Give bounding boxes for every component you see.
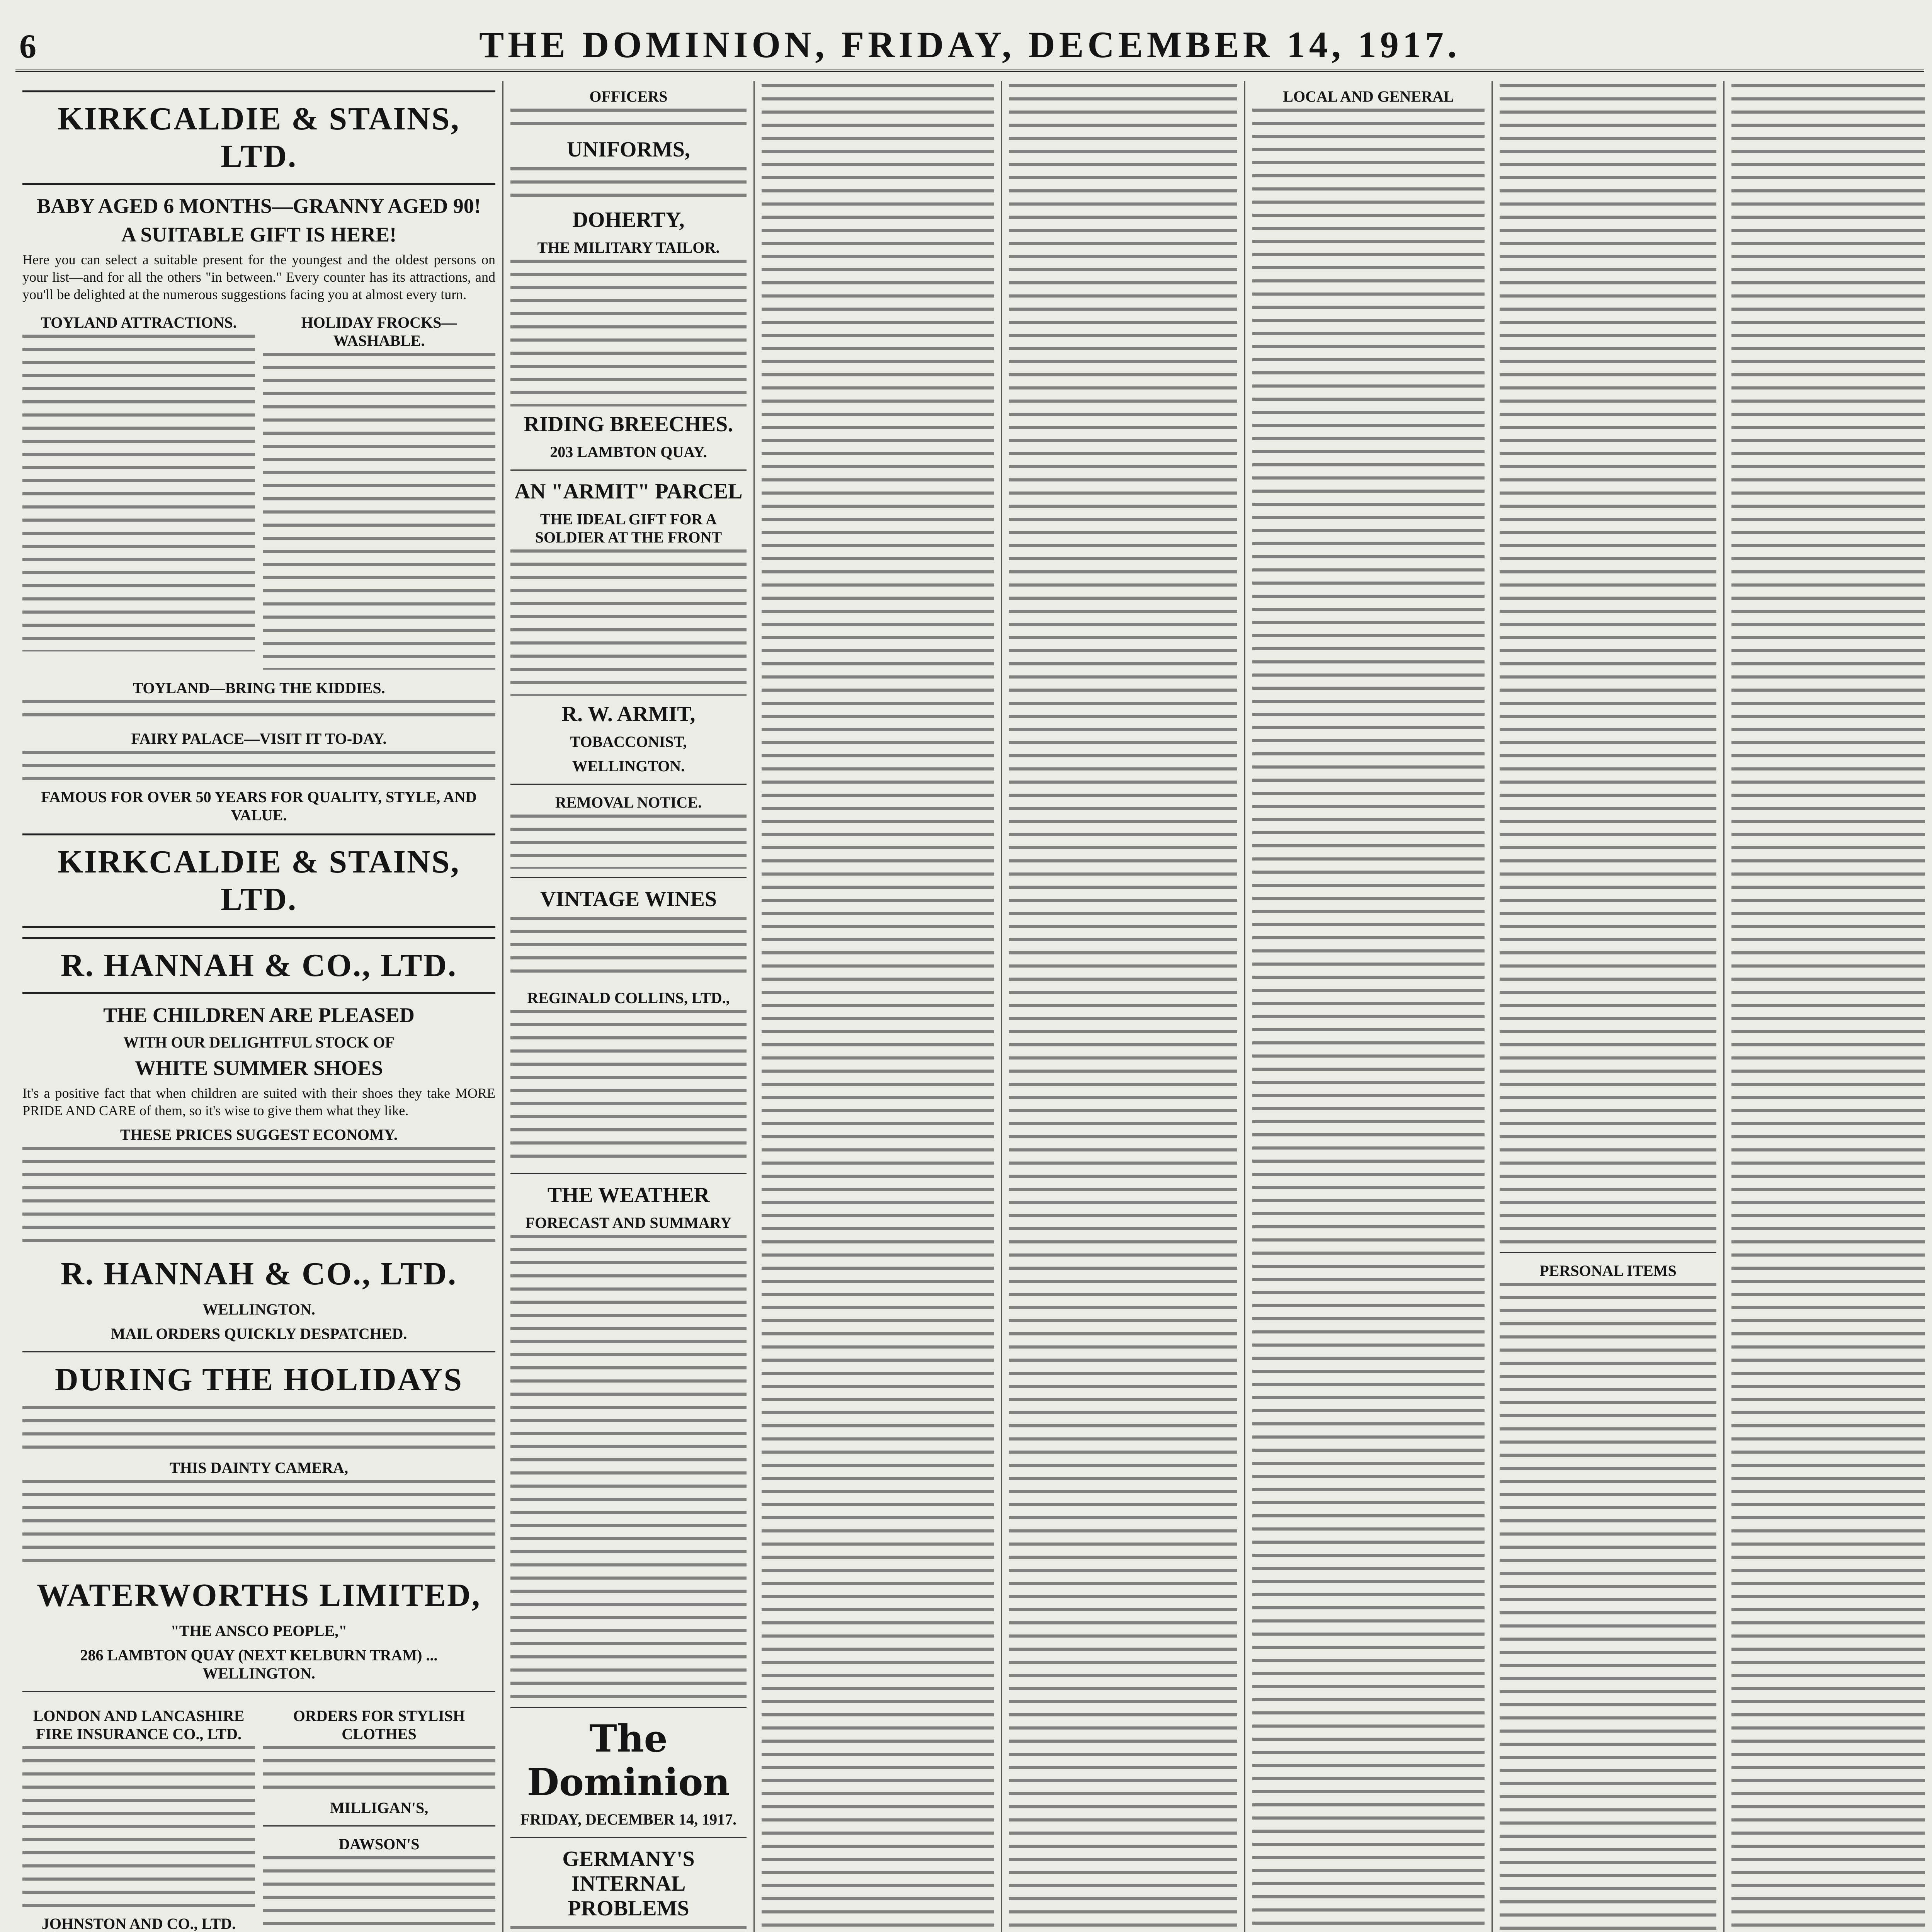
white-shoes: WHITE SUMMER SHOES — [134, 1056, 383, 1080]
removal-notice: REMOVAL NOTICE. — [555, 794, 702, 811]
removal-body — [510, 815, 747, 869]
forecast: FORECAST AND SUMMARY — [525, 1214, 732, 1231]
column-3 — [753, 81, 1001, 1932]
famous-line: FAMOUS FOR OVER 50 YEARS FOR QUALITY, STYLE, AND VALUE. — [41, 788, 477, 824]
clothes-body — [263, 1746, 495, 1793]
baby-subheadline: A SUITABLE GIFT IS HERE! — [121, 223, 397, 246]
ansco-people: "THE ANSCO PEOPLE," — [170, 1622, 347, 1639]
vintage-body — [510, 917, 747, 983]
vintage-wines: VINTAGE WINES — [540, 887, 717, 911]
officers: OFFICERS — [589, 88, 668, 105]
column-7-body — [1731, 84, 1925, 1932]
with-our: WITH OUR DELIGHTFUL STOCK OF — [123, 1034, 395, 1051]
weather-heading: THE WEATHER — [547, 1183, 710, 1207]
milligans: MILLIGAN'S, — [330, 1799, 429, 1816]
column-2 — [502, 81, 753, 1932]
column-4-body — [1009, 84, 1237, 1932]
kirkcaldie-footer: KIRKCALDIE & STAINS, LTD. — [58, 844, 460, 917]
masthead — [15, 23, 1924, 72]
doherty-address: 203 LAMBTON QUAY. — [550, 443, 707, 461]
hannah-footer: R. HANNAH & CO., LTD. — [61, 1256, 457, 1292]
riding-breeches: RIDING BREECHES. — [524, 412, 733, 436]
shoes-intro: It's a positive fact that when children are suited with their shoes they take MORE PRIDE AND CARE of them, so it's wise to give them what they like. — [22, 1085, 495, 1118]
uniforms-body — [510, 167, 747, 202]
orders-clothes: ORDERS FOR STYLISH CLOTHES — [293, 1707, 465, 1743]
holidays-body-1 — [22, 1406, 495, 1452]
germany-continued — [762, 84, 994, 1932]
newspaper-title: THE DOMINION, FRIDAY, DECEMBER 14, 1917. — [479, 24, 1461, 65]
officers-body — [510, 109, 747, 132]
armit-wellington: WELLINGTON. — [572, 757, 685, 775]
local-continued — [1500, 84, 1716, 1243]
dawsons-body — [263, 1856, 495, 1932]
armit-tobacconist: TOBACCONIST, — [570, 733, 687, 750]
armit-body — [510, 549, 747, 696]
doherty: DOHERTY, — [572, 208, 685, 232]
armit-parcel: AN "ARMIT" PARCEL — [514, 480, 743, 503]
waterworths-header: WATERWORTHS LIMITED, — [37, 1577, 481, 1613]
prices-heading: THESE PRICES SUGGEST ECONOMY. — [120, 1126, 398, 1143]
local-general: LOCAL AND GENERAL — [1283, 88, 1454, 105]
germany-body — [510, 1926, 747, 1932]
dawsons: DAWSON'S — [338, 1835, 420, 1853]
column-6 — [1492, 81, 1723, 1932]
dainty-camera: THIS DAINTY CAMERA, — [170, 1459, 348, 1476]
holidays-heading: DURING THE HOLIDAYS — [55, 1362, 463, 1398]
ideal-gift: THE IDEAL GIFT FOR A SOLDIER AT THE FRONT — [535, 510, 722, 546]
toyland-body — [22, 335, 255, 651]
advertisements-column — [15, 81, 502, 1932]
hannah-wellington: WELLINGTON. — [202, 1301, 315, 1318]
kirkcaldie-header: KIRKCALDIE & STAINS, LTD. — [58, 101, 460, 174]
dominion-nameplate: The Dominion — [527, 1717, 730, 1804]
military-tailor: THE MILITARY TAILOR. — [537, 239, 720, 256]
reginald-collins: REGINALD COLLINS, LTD., — [527, 989, 730, 1007]
shoes-body — [22, 1147, 495, 1247]
london-insurance: LONDON AND LANCASHIRE FIRE INSURANCE CO., LTD. — [33, 1707, 245, 1743]
johnston-co: JOHNSTON AND CO., LTD. — [41, 1915, 236, 1932]
germany-heading: GERMANY'S INTERNAL PROBLEMS — [562, 1847, 695, 1920]
toyland-kiddies: TOYLAND—BRING THE KIDDIES. — [133, 679, 385, 697]
uniforms: UNIFORMS, — [567, 138, 690, 162]
toyland-heading: TOYLAND ATTRACTIONS. — [41, 314, 237, 331]
insurance-body — [22, 1746, 255, 1908]
column-5 — [1244, 81, 1492, 1932]
children-pleased: THE CHILDREN ARE PLEASED — [103, 1003, 415, 1027]
column-4 — [1001, 81, 1244, 1932]
mail-orders: MAIL ORDERS QUICKLY DESPATCHED. — [111, 1325, 407, 1342]
hannah-header: R. HANNAH & CO., LTD. — [61, 947, 457, 983]
frocks-body — [263, 353, 495, 670]
holidays-body-2 — [22, 1480, 495, 1569]
page-number: 6 — [19, 28, 36, 65]
kiddies-body — [22, 700, 495, 723]
local-body — [1252, 109, 1485, 1932]
personal-body — [1500, 1283, 1716, 1932]
fairy-palace: FAIRY PALACE—VISIT IT TO-DAY. — [131, 730, 387, 747]
armit-name: R. W. ARMIT, — [561, 702, 696, 726]
holiday-frocks-heading: HOLIDAY FROCKS—WASHABLE. — [301, 314, 457, 349]
baby-intro: Here you can select a suitable present for the youngest and the oldest persons on your list—and for all the others "in between." Every counter has its attractions, and you'll be delighted at the numerous suggestions facing you at almost every turn. — [22, 252, 495, 302]
date-line: FRIDAY, DECEMBER 14, 1917. — [520, 1811, 737, 1828]
baby-headline: BABY AGED 6 MONTHS—GRANNY AGED 90! — [37, 194, 481, 218]
waterworths-address: 286 LAMBTON QUAY (NEXT KELBURN TRAM) ... WELLINGTON. — [80, 1646, 438, 1682]
fairy-body — [22, 751, 495, 782]
weather-body — [510, 1235, 747, 1699]
column-7 — [1723, 81, 1932, 1932]
personal-items: PERSONAL ITEMS — [1539, 1262, 1677, 1279]
doherty-body — [510, 260, 747, 406]
reginald-body — [510, 1010, 747, 1165]
